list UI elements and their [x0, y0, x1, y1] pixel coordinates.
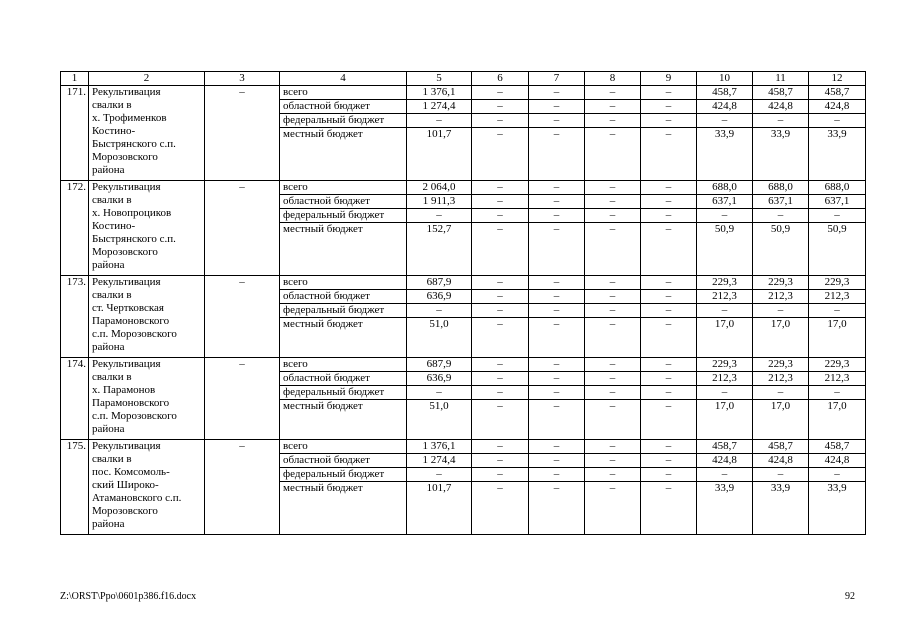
value-cell: – — [529, 468, 585, 482]
column-header: 5 — [407, 72, 472, 86]
column-header: 8 — [585, 72, 641, 86]
value-cell: 424,8 — [697, 454, 753, 468]
project-name-line: района — [92, 518, 125, 530]
value-cell: 229,3 — [809, 358, 866, 372]
value-cell: – — [585, 386, 641, 400]
value-cell: 458,7 — [697, 86, 753, 100]
funding-source: федеральный бюджет — [280, 304, 407, 318]
value-cell: – — [753, 304, 809, 318]
value-cell: – — [472, 223, 529, 276]
column-header: 6 — [472, 72, 529, 86]
column-header: 12 — [809, 72, 866, 86]
value-cell: – — [529, 358, 585, 372]
project-name-line: Рекультивация — [92, 276, 161, 288]
value-cell: – — [753, 468, 809, 482]
row-number: 174. — [61, 358, 89, 440]
value-cell: 212,3 — [753, 290, 809, 304]
funding-source: федеральный бюджет — [280, 468, 407, 482]
project-name-line: с.п. Морозовского — [92, 410, 177, 422]
value-cell: – — [585, 400, 641, 440]
project-name-line: Парамоновского — [92, 397, 170, 409]
value-cell: – — [641, 100, 697, 114]
value-cell: – — [407, 304, 472, 318]
funding-source: местный бюджет — [280, 128, 407, 181]
table-row — [61, 181, 866, 195]
value-cell: 101,7 — [407, 482, 472, 535]
funding-source: федеральный бюджет — [280, 209, 407, 223]
value-cell: 458,7 — [809, 86, 866, 100]
value-cell: – — [529, 318, 585, 358]
value-cell: – — [529, 276, 585, 290]
value-cell: – — [809, 209, 866, 223]
value-cell: – — [585, 454, 641, 468]
column-3-value: – — [205, 86, 280, 181]
value-cell: – — [641, 181, 697, 195]
value-cell: 33,9 — [697, 482, 753, 535]
value-cell: – — [529, 400, 585, 440]
value-cell: – — [641, 290, 697, 304]
table-row — [61, 358, 866, 372]
value-cell: 33,9 — [809, 128, 866, 181]
value-cell: – — [529, 86, 585, 100]
column-header: 2 — [89, 72, 205, 86]
project-name-line: с.п. Морозовского — [92, 328, 177, 340]
value-cell: 50,9 — [809, 223, 866, 276]
value-cell: – — [585, 468, 641, 482]
project-name-line: Рекультивация — [92, 440, 161, 452]
value-cell: – — [529, 181, 585, 195]
column-header: 10 — [697, 72, 753, 86]
value-cell: – — [472, 276, 529, 290]
value-cell: 229,3 — [809, 276, 866, 290]
column-header: 11 — [753, 72, 809, 86]
project-name-line: свалки в — [92, 453, 132, 465]
value-cell: 17,0 — [809, 318, 866, 358]
value-cell: – — [641, 358, 697, 372]
value-cell: – — [472, 128, 529, 181]
value-cell: – — [407, 386, 472, 400]
project-name — [89, 276, 205, 358]
value-cell: 636,9 — [407, 372, 472, 386]
value-cell: 424,8 — [697, 100, 753, 114]
value-cell: 51,0 — [407, 400, 472, 440]
project-name-line: Рекультивация — [92, 86, 161, 98]
column-header: 3 — [205, 72, 280, 86]
value-cell: 687,9 — [407, 276, 472, 290]
project-name-line: Парамоновского — [92, 315, 170, 327]
value-cell: – — [529, 114, 585, 128]
value-cell: 50,9 — [697, 223, 753, 276]
funding-source: местный бюджет — [280, 400, 407, 440]
value-cell: – — [472, 195, 529, 209]
value-cell: – — [641, 482, 697, 535]
value-cell: – — [753, 209, 809, 223]
value-cell: – — [529, 386, 585, 400]
value-cell: 636,9 — [407, 290, 472, 304]
project-name-line: района — [92, 423, 125, 435]
funding-source: федеральный бюджет — [280, 114, 407, 128]
value-cell: 1 376,1 — [407, 440, 472, 454]
column-header: 9 — [641, 72, 697, 86]
value-cell: – — [585, 440, 641, 454]
value-cell: – — [585, 482, 641, 535]
value-cell: 212,3 — [809, 372, 866, 386]
value-cell: – — [472, 400, 529, 440]
row-number: 173. — [61, 276, 89, 358]
project-name-line: Морозовского — [92, 246, 158, 258]
value-cell: – — [641, 114, 697, 128]
value-cell: 688,0 — [809, 181, 866, 195]
project-name-line: ский Широко- — [92, 479, 159, 491]
project-name-line: х. Новопроциков — [92, 207, 172, 219]
value-cell: 688,0 — [697, 181, 753, 195]
project-name-line: Морозовского — [92, 505, 158, 517]
value-cell: – — [641, 195, 697, 209]
project-name-line: Рекультивация — [92, 358, 161, 370]
funding-source: всего — [280, 86, 407, 100]
value-cell: 17,0 — [753, 400, 809, 440]
funding-source: всего — [280, 181, 407, 195]
value-cell: – — [472, 468, 529, 482]
project-name-line: Морозовского — [92, 151, 158, 163]
value-cell: 33,9 — [753, 128, 809, 181]
project-name-line: пос. Комсомоль- — [92, 466, 170, 478]
value-cell: – — [585, 223, 641, 276]
value-cell: – — [585, 276, 641, 290]
value-cell: 51,0 — [407, 318, 472, 358]
funding-source: местный бюджет — [280, 223, 407, 276]
value-cell: – — [585, 209, 641, 223]
project-name-line: Быстрянского с.п. — [92, 233, 176, 245]
project-name — [89, 358, 205, 440]
value-cell: 1 274,4 — [407, 454, 472, 468]
value-cell: – — [585, 358, 641, 372]
value-cell: 687,9 — [407, 358, 472, 372]
value-cell: – — [472, 290, 529, 304]
value-cell: 33,9 — [697, 128, 753, 181]
value-cell: – — [697, 468, 753, 482]
value-cell: – — [472, 482, 529, 535]
project-name — [89, 181, 205, 276]
project-name-line: х. Трофименков — [92, 112, 167, 124]
funding-source: областной бюджет — [280, 290, 407, 304]
value-cell: – — [641, 372, 697, 386]
value-cell: – — [809, 386, 866, 400]
value-cell: – — [407, 468, 472, 482]
project-name-line: Костино- — [92, 220, 136, 232]
funding-source: местный бюджет — [280, 482, 407, 535]
value-cell: – — [472, 440, 529, 454]
value-cell: 637,1 — [753, 195, 809, 209]
project-name-line: свалки в — [92, 99, 132, 111]
project-name-line: свалки в — [92, 289, 132, 301]
value-cell: 458,7 — [753, 440, 809, 454]
value-cell: 2 064,0 — [407, 181, 472, 195]
value-cell: – — [809, 114, 866, 128]
value-cell: – — [641, 440, 697, 454]
value-cell: 33,9 — [753, 482, 809, 535]
value-cell: – — [641, 209, 697, 223]
value-cell: – — [472, 318, 529, 358]
project-name-line: Костино- — [92, 125, 136, 137]
row-number: 175. — [61, 440, 89, 535]
value-cell: – — [753, 386, 809, 400]
column-3-value: – — [205, 358, 280, 440]
value-cell: – — [472, 386, 529, 400]
budget-table — [60, 71, 866, 535]
value-cell: – — [809, 468, 866, 482]
column-number-row — [61, 72, 866, 86]
value-cell: – — [641, 128, 697, 181]
value-cell: 212,3 — [697, 372, 753, 386]
value-cell: 424,8 — [753, 100, 809, 114]
value-cell: 212,3 — [697, 290, 753, 304]
value-cell: 17,0 — [809, 400, 866, 440]
value-cell: – — [697, 114, 753, 128]
row-number: 171. — [61, 86, 89, 181]
project-name — [89, 440, 205, 535]
value-cell: 1 274,4 — [407, 100, 472, 114]
value-cell: – — [641, 304, 697, 318]
value-cell: – — [407, 114, 472, 128]
value-cell: 688,0 — [753, 181, 809, 195]
value-cell: – — [529, 454, 585, 468]
value-cell: 152,7 — [407, 223, 472, 276]
value-cell: 458,7 — [697, 440, 753, 454]
value-cell: – — [529, 304, 585, 318]
column-header: 1 — [61, 72, 89, 86]
value-cell: – — [529, 100, 585, 114]
value-cell: – — [472, 181, 529, 195]
value-cell: – — [472, 304, 529, 318]
value-cell: – — [641, 223, 697, 276]
funding-source: областной бюджет — [280, 195, 407, 209]
value-cell: – — [472, 209, 529, 223]
project-name-line: свалки в — [92, 194, 132, 206]
project-name-line: ст. Чертковская — [92, 302, 164, 314]
value-cell: – — [641, 468, 697, 482]
value-cell: – — [529, 440, 585, 454]
table-row — [61, 276, 866, 290]
value-cell: – — [407, 209, 472, 223]
value-cell: – — [641, 318, 697, 358]
value-cell: – — [529, 223, 585, 276]
funding-source: областной бюджет — [280, 372, 407, 386]
value-cell: 1 376,1 — [407, 86, 472, 100]
project-name-line: Рекультивация — [92, 181, 161, 193]
value-cell: – — [472, 454, 529, 468]
project-name-line: района — [92, 164, 125, 176]
value-cell: – — [472, 100, 529, 114]
project-name-line: района — [92, 259, 125, 271]
value-cell: – — [472, 114, 529, 128]
value-cell: 1 911,3 — [407, 195, 472, 209]
value-cell: 33,9 — [809, 482, 866, 535]
value-cell: – — [529, 290, 585, 304]
value-cell: 458,7 — [753, 86, 809, 100]
value-cell: 17,0 — [697, 400, 753, 440]
funding-source: федеральный бюджет — [280, 386, 407, 400]
project-name-line: х. Парамонов — [92, 384, 156, 396]
value-cell: 101,7 — [407, 128, 472, 181]
value-cell: – — [753, 114, 809, 128]
table-row — [61, 440, 866, 454]
value-cell: – — [697, 209, 753, 223]
value-cell: – — [585, 304, 641, 318]
value-cell: – — [529, 482, 585, 535]
value-cell: – — [585, 128, 641, 181]
project-name-line: района — [92, 341, 125, 353]
value-cell: 50,9 — [753, 223, 809, 276]
value-cell: – — [585, 290, 641, 304]
value-cell: – — [529, 209, 585, 223]
value-cell: – — [697, 386, 753, 400]
value-cell: – — [585, 86, 641, 100]
funding-source: всего — [280, 276, 407, 290]
value-cell: – — [641, 400, 697, 440]
funding-source: областной бюджет — [280, 454, 407, 468]
value-cell: – — [585, 100, 641, 114]
value-cell: – — [585, 181, 641, 195]
value-cell: – — [529, 128, 585, 181]
footer-file-path: Z:\ORST\Ppo\0601p386.f16.docx — [60, 591, 197, 602]
project-name-line: Быстрянского с.п. — [92, 138, 176, 150]
value-cell: – — [809, 304, 866, 318]
value-cell: – — [472, 86, 529, 100]
value-cell: – — [641, 276, 697, 290]
project-name — [89, 86, 205, 181]
row-number: 172. — [61, 181, 89, 276]
value-cell: 637,1 — [697, 195, 753, 209]
value-cell: – — [585, 318, 641, 358]
value-cell: 637,1 — [809, 195, 866, 209]
value-cell: 424,8 — [753, 454, 809, 468]
value-cell: – — [529, 195, 585, 209]
funding-source: всего — [280, 358, 407, 372]
project-name-line: Атамановского с.п. — [92, 492, 182, 504]
value-cell: – — [585, 114, 641, 128]
funding-source: местный бюджет — [280, 318, 407, 358]
value-cell: 458,7 — [809, 440, 866, 454]
value-cell: – — [472, 372, 529, 386]
value-cell: – — [529, 372, 585, 386]
project-name-line: свалки в — [92, 371, 132, 383]
column-3-value: – — [205, 181, 280, 276]
value-cell: – — [585, 195, 641, 209]
value-cell: – — [585, 372, 641, 386]
table-body — [61, 86, 866, 535]
value-cell: 424,8 — [809, 100, 866, 114]
column-header: 4 — [280, 72, 407, 86]
table-row — [61, 86, 866, 100]
page-number: 92 — [845, 591, 855, 602]
value-cell: – — [641, 86, 697, 100]
value-cell: 212,3 — [809, 290, 866, 304]
value-cell: 229,3 — [753, 276, 809, 290]
value-cell: – — [641, 454, 697, 468]
funding-source: областной бюджет — [280, 100, 407, 114]
value-cell: 229,3 — [753, 358, 809, 372]
value-cell: 17,0 — [697, 318, 753, 358]
value-cell: 212,3 — [753, 372, 809, 386]
value-cell: – — [472, 358, 529, 372]
value-cell: 229,3 — [697, 358, 753, 372]
column-3-value: – — [205, 276, 280, 358]
value-cell: 17,0 — [753, 318, 809, 358]
value-cell: 424,8 — [809, 454, 866, 468]
column-3-value: – — [205, 440, 280, 535]
funding-source: всего — [280, 440, 407, 454]
column-header: 7 — [529, 72, 585, 86]
value-cell: 229,3 — [697, 276, 753, 290]
value-cell: – — [641, 386, 697, 400]
value-cell: – — [697, 304, 753, 318]
